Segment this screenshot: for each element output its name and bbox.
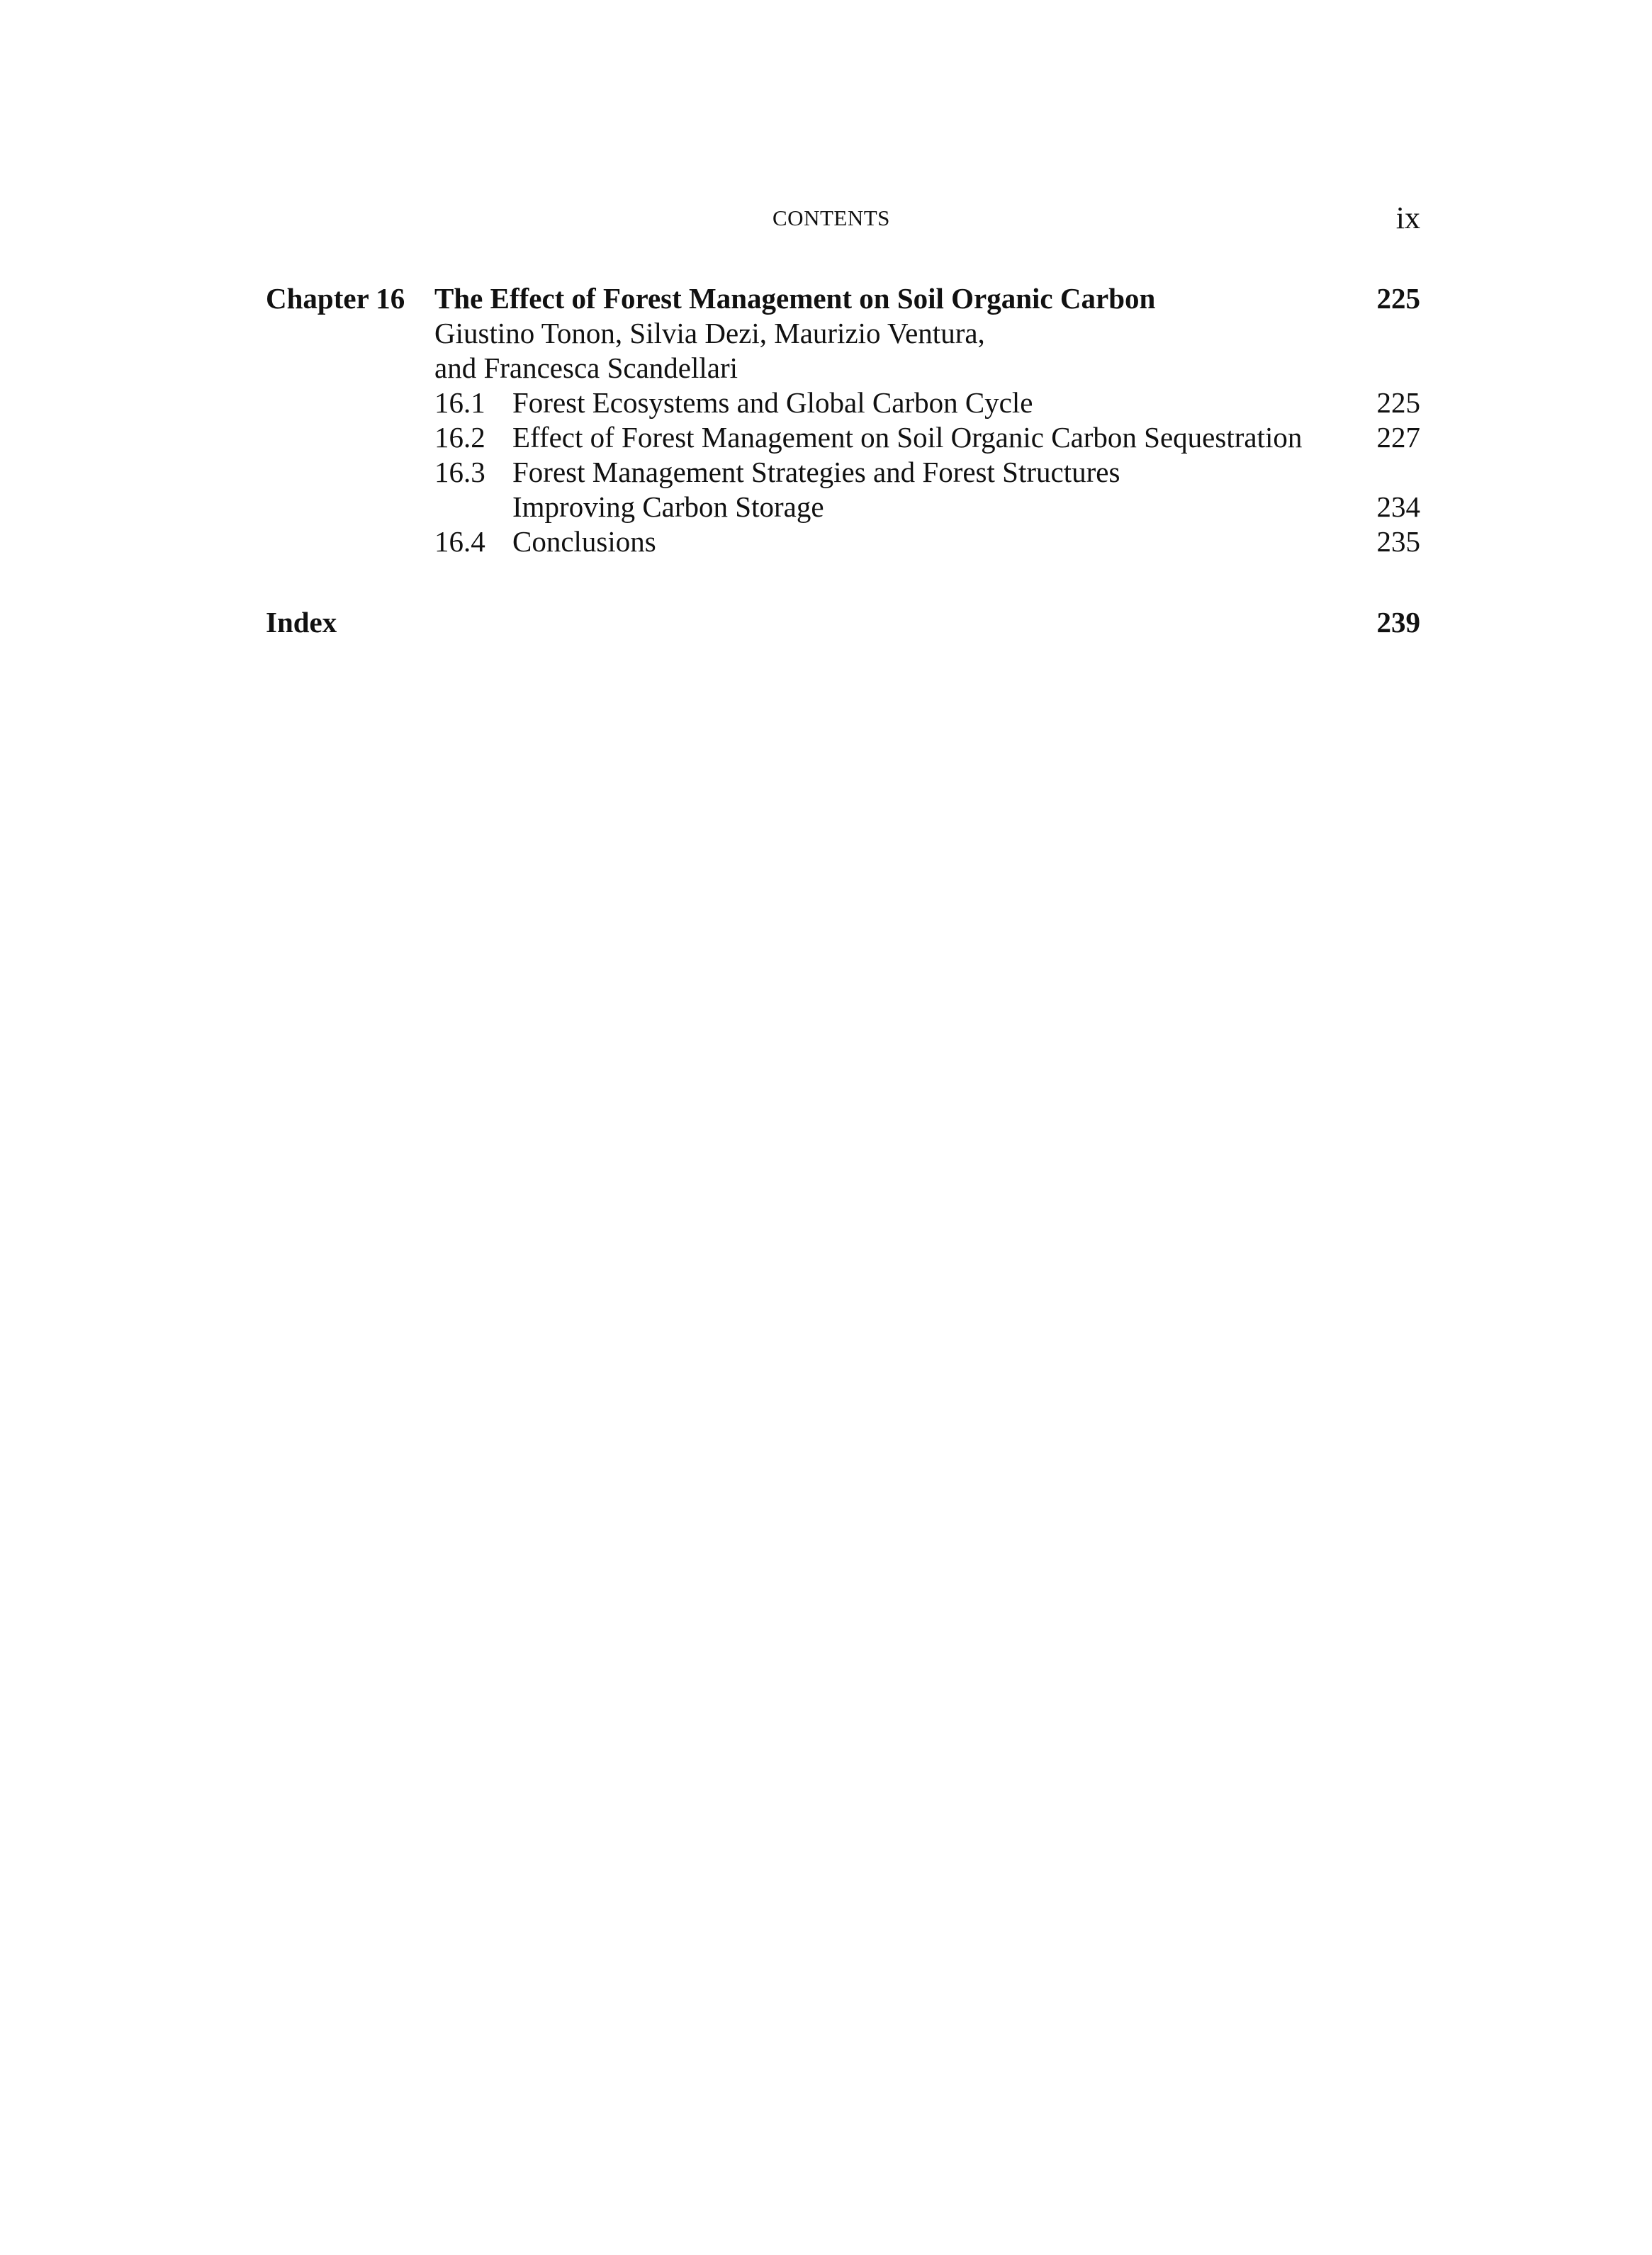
section-title[interactable]: Forest Management Strategies and Forest Structures	[512, 456, 1120, 488]
page-number: ix	[1395, 201, 1420, 235]
section-number: 16.3	[434, 456, 485, 488]
section-title[interactable]: Effect of Forest Management on Soil Organic Carbon Sequestration	[512, 421, 1303, 454]
section-page: 235	[1376, 525, 1420, 558]
section-page: 227	[1376, 421, 1420, 454]
section-title[interactable]: Forest Ecosystems and Global Carbon Cycle	[512, 386, 1033, 419]
section-number: 16.2	[434, 421, 485, 454]
section-number: 16.4	[434, 525, 485, 558]
chapter-page: 225	[1376, 282, 1420, 315]
section-page: 225	[1376, 386, 1420, 419]
section-title-continued[interactable]: Improving Carbon Storage	[512, 490, 824, 523]
section-number: 16.1	[434, 386, 485, 419]
section-title[interactable]: Conclusions	[512, 525, 656, 558]
section-page: 234	[1376, 490, 1420, 523]
running-head: CONTENTS	[772, 206, 890, 230]
index-page: 239	[1376, 606, 1420, 639]
chapter-label: Chapter 16	[266, 282, 405, 315]
chapter-authors-line-2: and Francesca Scandellari	[434, 352, 738, 384]
chapter-title[interactable]: The Effect of Forest Management on Soil Organic Carbon	[434, 282, 1156, 315]
index-label[interactable]: Index	[266, 606, 337, 639]
chapter-authors-line-1: Giustino Tonon, Silvia Dezi, Maurizio Ventura,	[434, 317, 985, 349]
